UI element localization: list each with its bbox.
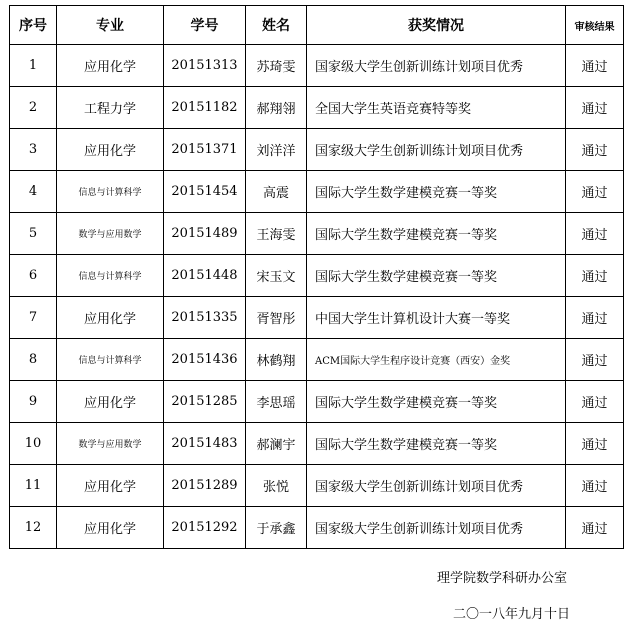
cell-index: 4 <box>10 171 57 213</box>
cell-review: 通过 <box>566 171 624 213</box>
cell-major: 应用化学 <box>57 507 164 549</box>
cell-major: 应用化学 <box>57 381 164 423</box>
cell-name: 李思瑶 <box>246 381 307 423</box>
cell-award: 国际大学生数学建模竞赛一等奖 <box>307 423 566 465</box>
cell-review: 通过 <box>566 339 624 381</box>
cell-review: 通过 <box>566 381 624 423</box>
cell-index: 8 <box>10 339 57 381</box>
cell-index: 1 <box>10 45 57 87</box>
cell-name: 郝翔翎 <box>246 87 307 129</box>
cell-student-id: 20151371 <box>164 129 246 171</box>
header-major: 专业 <box>57 6 164 45</box>
cell-name: 张悦 <box>246 465 307 507</box>
table-row <box>10 87 624 129</box>
cell-award: 国际大学生数学建模竞赛一等奖 <box>307 213 566 255</box>
header-name: 姓名 <box>246 6 307 45</box>
header-review: 审核结果 <box>566 6 624 45</box>
table-header-row <box>10 6 624 45</box>
table-row <box>10 423 624 465</box>
cell-index: 3 <box>10 129 57 171</box>
cell-award: 国家级大学生创新训练计划项目优秀 <box>307 129 566 171</box>
cell-award: 国际大学生数学建模竞赛一等奖 <box>307 171 566 213</box>
cell-student-id: 20151448 <box>164 255 246 297</box>
cell-index: 5 <box>10 213 57 255</box>
cell-review: 通过 <box>566 129 624 171</box>
cell-major: 信息与计算科学 <box>57 171 164 213</box>
cell-index: 11 <box>10 465 57 507</box>
table-row <box>10 339 624 381</box>
cell-student-id: 20151454 <box>164 171 246 213</box>
cell-name: 王海雯 <box>246 213 307 255</box>
cell-award: 国际大学生数学建模竞赛一等奖 <box>307 381 566 423</box>
cell-name: 林鹤翔 <box>246 339 307 381</box>
cell-name: 胥智彤 <box>246 297 307 339</box>
award-review-table <box>9 5 624 549</box>
cell-award: 全国大学生英语竞赛特等奖 <box>307 87 566 129</box>
cell-major: 工程力学 <box>57 87 164 129</box>
cell-major: 应用化学 <box>57 297 164 339</box>
table-row <box>10 507 624 549</box>
cell-student-id: 20151285 <box>164 381 246 423</box>
cell-name: 于承鑫 <box>246 507 307 549</box>
table-row <box>10 297 624 339</box>
cell-student-id: 20151313 <box>164 45 246 87</box>
header-student-id: 学号 <box>164 6 246 45</box>
cell-student-id: 20151182 <box>164 87 246 129</box>
cell-student-id: 20151483 <box>164 423 246 465</box>
cell-name: 宋玉文 <box>246 255 307 297</box>
cell-index: 7 <box>10 297 57 339</box>
cell-student-id: 20151292 <box>164 507 246 549</box>
cell-name: 郝澜宇 <box>246 423 307 465</box>
issue-date: 二〇一八年九月十日 <box>453 607 571 622</box>
cell-student-id: 20151436 <box>164 339 246 381</box>
cell-major: 数学与应用数学 <box>57 423 164 465</box>
cell-review: 通过 <box>566 423 624 465</box>
cell-major: 应用化学 <box>57 465 164 507</box>
table-row <box>10 255 624 297</box>
cell-award: ACM国际大学生程序设计竞赛（西安）金奖 <box>307 339 566 381</box>
cell-review: 通过 <box>566 297 624 339</box>
cell-student-id: 20151489 <box>164 213 246 255</box>
cell-student-id: 20151289 <box>164 465 246 507</box>
table-row <box>10 381 624 423</box>
cell-award: 国际大学生数学建模竞赛一等奖 <box>307 255 566 297</box>
cell-award: 国家级大学生创新训练计划项目优秀 <box>307 45 566 87</box>
cell-student-id: 20151335 <box>164 297 246 339</box>
cell-award: 国家级大学生创新训练计划项目优秀 <box>307 507 566 549</box>
cell-review: 通过 <box>566 45 624 87</box>
table-row <box>10 45 624 87</box>
cell-index: 10 <box>10 423 57 465</box>
table-row <box>10 213 624 255</box>
table-row <box>10 129 624 171</box>
cell-major: 数学与应用数学 <box>57 213 164 255</box>
cell-name: 苏琦雯 <box>246 45 307 87</box>
cell-major: 信息与计算科学 <box>57 255 164 297</box>
cell-major: 信息与计算科学 <box>57 339 164 381</box>
cell-review: 通过 <box>566 87 624 129</box>
cell-review: 通过 <box>566 255 624 297</box>
header-award: 获奖情况 <box>307 6 566 45</box>
cell-index: 2 <box>10 87 57 129</box>
cell-name: 高震 <box>246 171 307 213</box>
cell-award: 国家级大学生创新训练计划项目优秀 <box>307 465 566 507</box>
cell-review: 通过 <box>566 213 624 255</box>
cell-index: 6 <box>10 255 57 297</box>
top-cropped-text <box>95 0 335 3</box>
cell-major: 应用化学 <box>57 129 164 171</box>
table-row <box>10 465 624 507</box>
header-index: 序号 <box>10 6 57 45</box>
issuing-office: 理学院数学科研办公室 <box>437 571 568 586</box>
cell-index: 12 <box>10 507 57 549</box>
table-row <box>10 171 624 213</box>
cell-name: 刘洋洋 <box>246 129 307 171</box>
cell-index: 9 <box>10 381 57 423</box>
cell-award: 中国大学生计算机设计大赛一等奖 <box>307 297 566 339</box>
cell-review: 通过 <box>566 507 624 549</box>
cell-review: 通过 <box>566 465 624 507</box>
cell-major: 应用化学 <box>57 45 164 87</box>
